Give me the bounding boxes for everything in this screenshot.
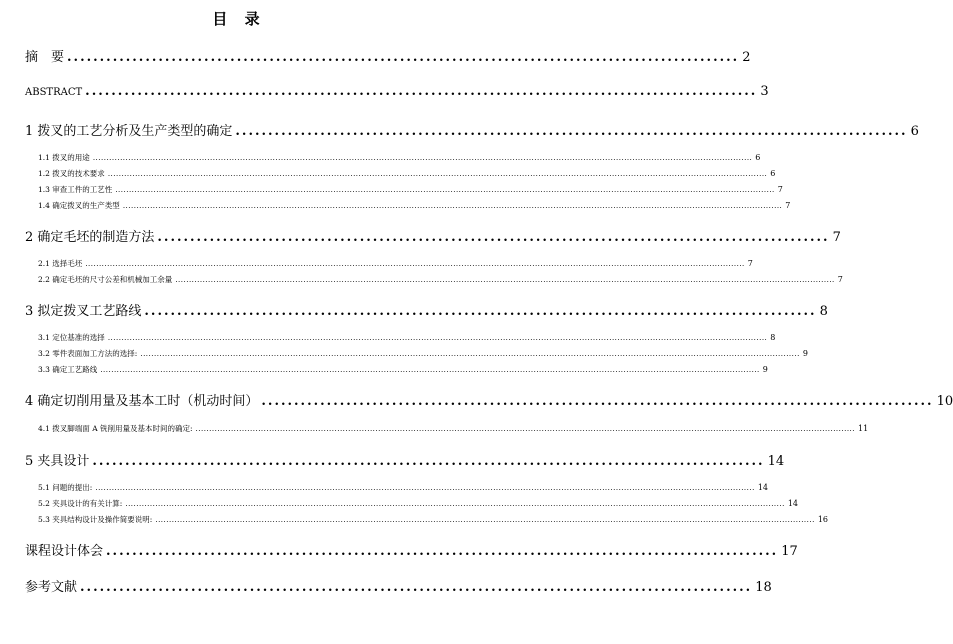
toc-entry-section-4-1[interactable] xyxy=(38,423,869,434)
dot-leader: ....................................................................................................... xyxy=(67,50,740,65)
toc-entry-page: 6 xyxy=(910,124,919,139)
toc-entry-label: 摘 要 xyxy=(25,50,65,65)
dot-leader: .................................................................................................................................................................................................................................................. xyxy=(107,170,768,178)
toc-entry-label: 5.3 夹具结构设计及操作简要说明: xyxy=(38,515,153,524)
toc-entry-label: 4.1 拨叉脚端面 A 铣削用量及基本时间的确定: xyxy=(38,424,193,433)
toc-entry-label: 5 夹具设计 xyxy=(25,454,90,469)
toc-entry-label: 5.1 问题的提出: xyxy=(38,483,93,492)
dot-leader: ....................................................................................................... xyxy=(157,230,830,245)
toc-entry-label: 2.1 选择毛坯 xyxy=(38,259,83,268)
toc-entry-page: 6 xyxy=(755,153,761,162)
toc-entry-label: 1 拨叉的工艺分析及生产类型的确定 xyxy=(25,124,233,139)
toc-entry-section-1-2[interactable] xyxy=(38,168,776,179)
toc-entry-references[interactable] xyxy=(25,576,772,595)
toc-entry-label: 1.4 确定拨叉的生产类型 xyxy=(38,201,120,210)
toc-entry-chapter-3[interactable] xyxy=(25,300,828,319)
dot-leader: ....................................................................................................... xyxy=(92,454,765,469)
toc-entry-abstract-en[interactable] xyxy=(25,84,769,99)
toc-entry-section-1-4[interactable] xyxy=(38,200,791,211)
dot-leader: .................................................................................................................................................................................................................................................. xyxy=(95,484,755,492)
toc-entry-page: 14 xyxy=(787,499,799,508)
toc-entry-label: 3.2 零件表面加工方法的选择: xyxy=(38,349,138,358)
toc-entry-label: 参考文献 xyxy=(25,580,78,595)
toc-entry-page: 9 xyxy=(762,365,768,374)
toc-entry-page: 3 xyxy=(760,84,769,99)
dot-leader: .................................................................................................................................................................................................................................................. xyxy=(92,154,753,162)
toc-entry-chapter-5[interactable] xyxy=(25,450,785,469)
toc-entry-section-2-1[interactable] xyxy=(38,258,753,269)
toc-entry-label: 5.2 夹具设计的有关计算: xyxy=(38,499,123,508)
toc-entry-chapter-1[interactable] xyxy=(25,120,919,139)
toc-entry-chapter-2[interactable] xyxy=(25,226,841,245)
toc-entry-page: 7 xyxy=(777,185,783,194)
toc-entry-label: 课程设计体会 xyxy=(25,544,104,559)
toc-entry-section-1-1[interactable] xyxy=(38,152,761,163)
toc-entry-page: 8 xyxy=(770,333,776,342)
toc-entry-page: 7 xyxy=(785,201,791,210)
toc-entry-page: 8 xyxy=(819,304,828,319)
dot-leader: .................................................................................................................................................................................................................................................. xyxy=(122,202,783,210)
toc-entry-section-2-2[interactable] xyxy=(38,274,843,285)
dot-leader: ....................................................................................................... xyxy=(80,580,753,595)
toc-entry-label: 1.3 审查工件的工艺性 xyxy=(38,185,113,194)
toc-entry-chapter-4[interactable] xyxy=(25,390,953,409)
toc-entry-abstract-cn[interactable] xyxy=(25,46,751,65)
toc-entry-page: 14 xyxy=(757,483,769,492)
dot-leader: .................................................................................................................................................................................................................................................. xyxy=(125,500,785,508)
toc-entry-page: 2 xyxy=(742,50,751,65)
toc-entry-label: 2.2 确定毛坯的尺寸公差和机械加工余量 xyxy=(38,275,173,284)
toc-entry-label: 2 确定毛坯的制造方法 xyxy=(25,230,155,245)
toc-entry-page: 16 xyxy=(817,515,829,524)
toc-entry-page: 7 xyxy=(747,259,753,268)
toc-entry-label: 3.1 定位基准的选择 xyxy=(38,333,105,342)
dot-leader: .................................................................................................................................................................................................................................................. xyxy=(115,186,775,194)
toc-entry-section-5-1[interactable] xyxy=(38,482,769,493)
toc-entry-page: 14 xyxy=(767,454,785,469)
dot-leader: .................................................................................................................................................................................................................................................. xyxy=(100,366,760,374)
toc-entry-course-reflection[interactable] xyxy=(25,540,798,559)
toc-entry-section-5-3[interactable] xyxy=(38,514,829,525)
toc-entry-page: 17 xyxy=(781,544,798,559)
toc-entry-label: 1.2 拨叉的技术要求 xyxy=(38,169,105,178)
toc-entry-page: 10 xyxy=(936,394,953,409)
toc-entry-section-3-2[interactable] xyxy=(38,348,808,359)
toc-entry-label: 3.3 确定工艺路线 xyxy=(38,365,98,374)
dot-leader: ....................................................................................................... xyxy=(144,304,817,319)
dot-leader: ....................................................................................................... xyxy=(106,544,779,559)
toc-entry-page: 18 xyxy=(755,580,772,595)
dot-leader: .................................................................................................................................................................................................................................................. xyxy=(85,260,745,268)
toc-entry-page: 6 xyxy=(770,169,776,178)
toc-entry-page: 7 xyxy=(832,230,841,245)
toc-entry-page: 9 xyxy=(802,349,808,358)
toc-entry-section-5-2[interactable] xyxy=(38,498,799,509)
toc-entry-page: 11 xyxy=(858,424,869,433)
dot-leader: .................................................................................................................................................................................................................................................. xyxy=(175,276,835,284)
toc-entry-section-3-3[interactable] xyxy=(38,364,768,375)
toc-entry-label: 1.1 拨叉的用途 xyxy=(38,153,90,162)
dot-leader: .................................................................................................................................................................................................................................................. xyxy=(140,350,800,358)
dot-leader: ....................................................................................................... xyxy=(235,124,908,139)
toc-entry-section-3-1[interactable] xyxy=(38,332,776,343)
toc-entry-section-1-3[interactable] xyxy=(38,184,783,195)
toc-entry-label: 3 拟定拨叉工艺路线 xyxy=(25,304,142,319)
dot-leader: .................................................................................................................................................................................................................................................. xyxy=(155,516,815,524)
dot-leader: .................................................................................................................................................................................................................................................. xyxy=(195,425,856,433)
toc-entry-label: 4 确定切削用量及基本工时（机动时间） xyxy=(25,394,259,409)
toc-entry-page: 7 xyxy=(837,275,843,284)
toc-title: 目 录 xyxy=(212,10,266,28)
dot-leader: ....................................................................................................... xyxy=(85,84,758,99)
dot-leader: ....................................................................................................... xyxy=(261,394,934,409)
dot-leader: .................................................................................................................................................................................................................................................. xyxy=(107,334,768,342)
toc-entry-label: ABSTRACT xyxy=(25,87,83,98)
